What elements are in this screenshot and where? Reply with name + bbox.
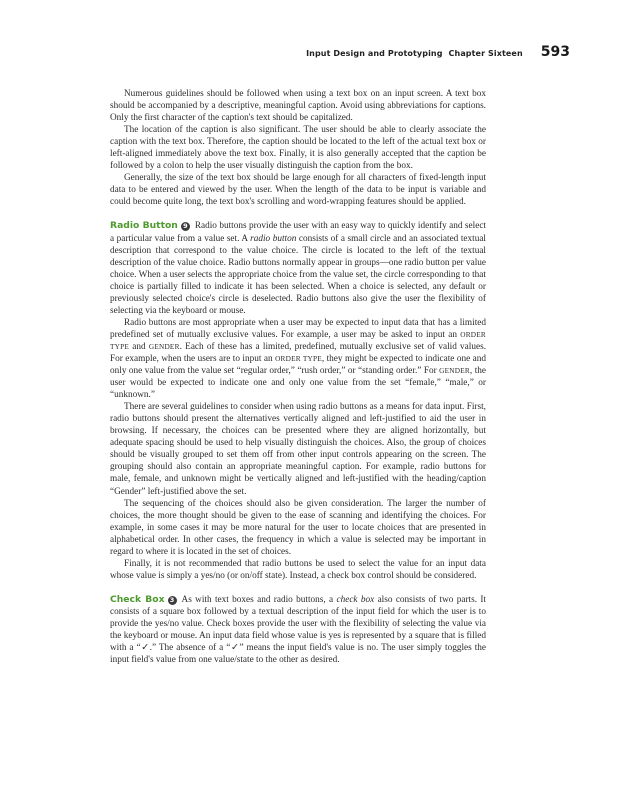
running-head: [306, 49, 523, 58]
paragraph: Finally, it is not recommended that radio buttons be used to select the value for an input data whose value is simply a yes/no (or on/off state). Instead, a check box control should be considered.: [110, 558, 486, 581]
body-text: [110, 88, 486, 666]
paragraph: Numerous guidelines should be followed when using a text box on an input screen. A text box should be accompanied by a descriptive, meaningful caption. Avoid using abbreviations for captions. Only the first character of the caption's text should be capitalized.: [110, 89, 486, 124]
term-check-box: check box: [336, 594, 375, 605]
running-head-title: Input Design and Prototyping: [306, 49, 443, 58]
paragraph: The location of the caption is also significant. The user should be able to clearly associate the caption with the text box. Therefore, the caption should be located to the left of the actual text box or left-aligned immediately above the text box. Finally, it is also generally accepted that the caption be followed by a colon to help the user visually distinguish the caption from the box.: [110, 125, 486, 172]
paragraph: Generally, the size of the text box should be large enough for all characters of fixed-length input data to be entered and viewed by the user. When the length of the data to be input is variable and could become quite long, the text box's scrolling and word-wrapping features should be applied.: [110, 173, 486, 208]
paragraph: Radio buttons are most appropriate when a user may be expected to input data that has a limited predefined set of mutually exclusive values. For example, a user may be asked to input an ORDER TYPE and GENDER. Each of these has a limited, predefined, mutually exclusive set of valid values. For example, when the users are to input an ORDER TYPE, they might be expected to indicate one and only one value from the value set “regular order,” “rush order,” or “standing order.” For GENDER, the user would be expected to indicate one and only one value from the set “female,” “male,” or “unknown.”: [110, 317, 487, 401]
section-heading-check-box: Check Box: [110, 593, 165, 605]
paragraph: There are several guidelines to consider when using radio buttons as a means for data input. First, radio buttons should present the alternatives vertically aligned and left-justified to aid the user in browsing. If necessary, the choices can be presented where they are aligned horizontally, but adequate spacing should be used to help visually distinguish the choices. Also, the group of choices should be visually grouped to set them off from other input controls appearing on the screen. The grouping should also contain an appropriate meaningful caption. For example, radio buttons for male, female, and unknown might be vertically aligned and left-justified with the heading/caption “Gender” left-justified above the set.: [110, 402, 486, 497]
paragraph: The sequencing of the choices should also be given consideration. The larger the number of choices, the more thought should be given to the ease of scanning and identifying the choices. For example, in some cases it may be more natural for the user to locate choices that are presented in alphabetical order. In other cases, the frequency in which a value is selected may be important in regard to where it is located in the set of choices.: [110, 498, 486, 557]
check-box-section: Check Box 3 As with text boxes and radio buttons, a check box also consists of two parts. It consists of a square box followed by a textual description of the input field for which the user is to provide the yes/no value. Check boxes provide the user with the flexibility of selecting the value via the keyboard or mouse. An input data field whose value is yes is represented by a square that is filled with a “✓.” The absence of a “✓” means the input field's value is no. The user simply toggles the input field's value from one value/state to the other as desired.: [110, 593, 487, 666]
page-number: 593: [540, 44, 570, 60]
running-head-chapter: Chapter Sixteen: [448, 49, 523, 58]
callout-number-badge: 3: [168, 596, 177, 605]
term-radio-button: radio button: [250, 233, 297, 244]
radio-button-section: Radio Button 9 Radio buttons provide the user with an easy way to quickly identify and select a particular value from a value set. A radio button consists of a small circle and an associated textual description that correspond to the value choice. The circle is located to the left of the textual description of the value choice. Radio buttons normally appear in groups—one radio button per value choice. When a user selects the appropriate choice from the value set, the circle corresponding to that choice is partially filled to indicate it has been selected. When a choice is selected, any default or previously selected choice's circle is deselected. Radio buttons also give the user the flexibility of selecting via the keyboard or mouse.: [110, 220, 486, 316]
running-header: [90, 44, 570, 64]
section-heading-radio-button: Radio Button: [110, 220, 178, 232]
callout-number-badge: 9: [181, 222, 190, 231]
